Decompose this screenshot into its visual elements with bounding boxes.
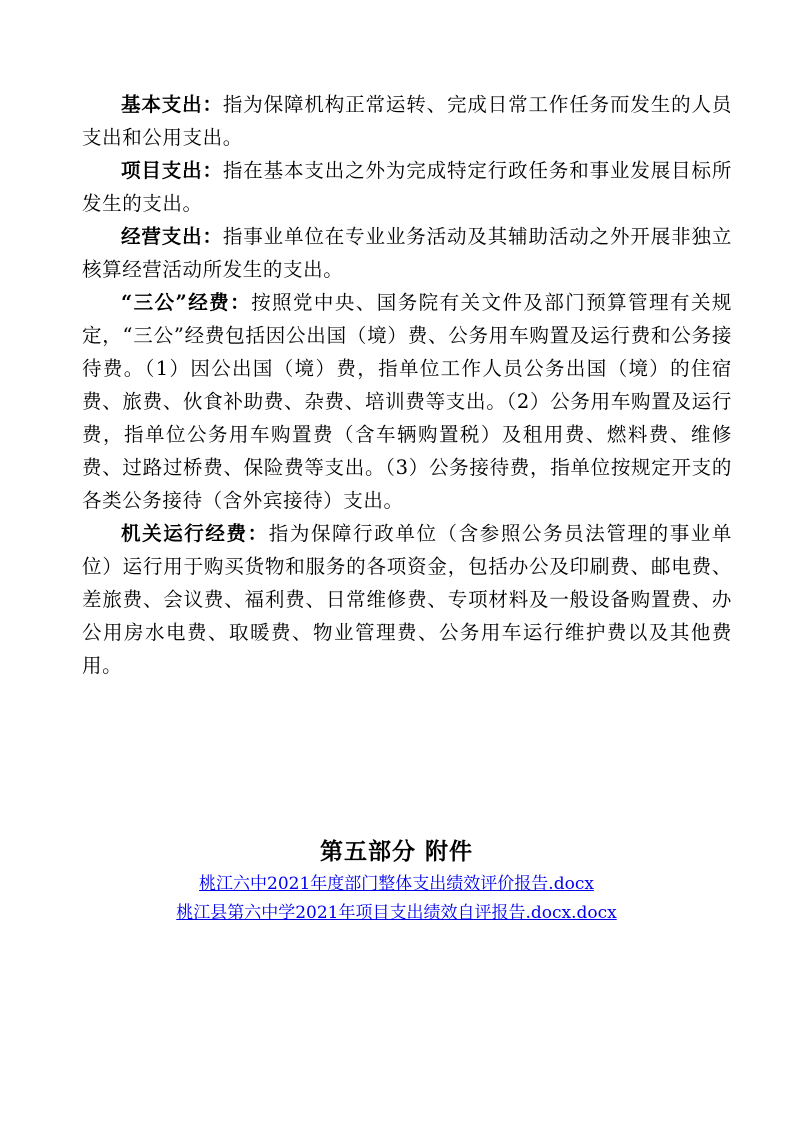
term-definition: 指在基本支出之外为完成特定行政任务和事业发展目标所发生的支出。 <box>82 159 732 215</box>
term-label: 项目支出： <box>121 159 223 182</box>
term-definition: 指为保障机构正常运转、完成日常工作任务而发生的人员支出和公用支出。 <box>82 93 732 149</box>
document-body <box>82 88 732 682</box>
term-label: 经营支出： <box>121 225 223 248</box>
term-label: 基本支出： <box>121 93 223 116</box>
paragraph-three-public-funds <box>82 286 732 517</box>
term-label: 机关运行经费： <box>121 522 269 545</box>
paragraph-operating-expenditure <box>82 220 732 286</box>
term-definition: 指事业单位在专业业务活动及其辅助活动之外开展非独立核算经营活动所发生的支出。 <box>82 225 732 281</box>
attachments-section <box>0 834 793 928</box>
paragraph-basic-expenditure <box>82 88 732 154</box>
attachment-link-project-self-evaluation[interactable]: 桃江县第六中学2021年项目支出绩效自评报告.docx.docx <box>176 903 617 923</box>
paragraph-agency-operating-funds <box>82 517 732 682</box>
term-definition: 指为保障行政单位（含参照公务员法管理的事业单位）运行用于购买货物和服务的各项资金，包括办公及印刷费、邮电费、差旅费、会议费、福利费、日常维修费、专项材料及一般设备购置费、办公用房水电费、取暖费、物业管理费、公务用车运行维护费以及其他费用。 <box>82 522 733 677</box>
attachment-link-performance-evaluation[interactable]: 桃江六中2021年度部门整体支出绩效评价报告.docx <box>199 874 594 894</box>
section-title: 第五部分 附件 <box>319 839 473 865</box>
paragraph-project-expenditure <box>82 154 732 220</box>
term-label: “三公”经费： <box>121 291 252 314</box>
term-definition: 按照党中央、国务院有关文件及部门预算管理有关规定，“三公”经费包括因公出国（境）费、公务用车购置及运行费和公务接待费。（1）因公出国（境）费，指单位工作人员公务出国（境）的住宿费、旅费、伙食补助费、杂费、培训费等支出。（2）公务用车购置及运行费，指单位公务用车购置费（含车辆购置税）及租用费、燃料费、维修费、过路过桥费、保险费等支出。（3）公务接待费，指单位按规定开支的各类公务接待（含外宾接待）支出。 <box>82 291 732 512</box>
